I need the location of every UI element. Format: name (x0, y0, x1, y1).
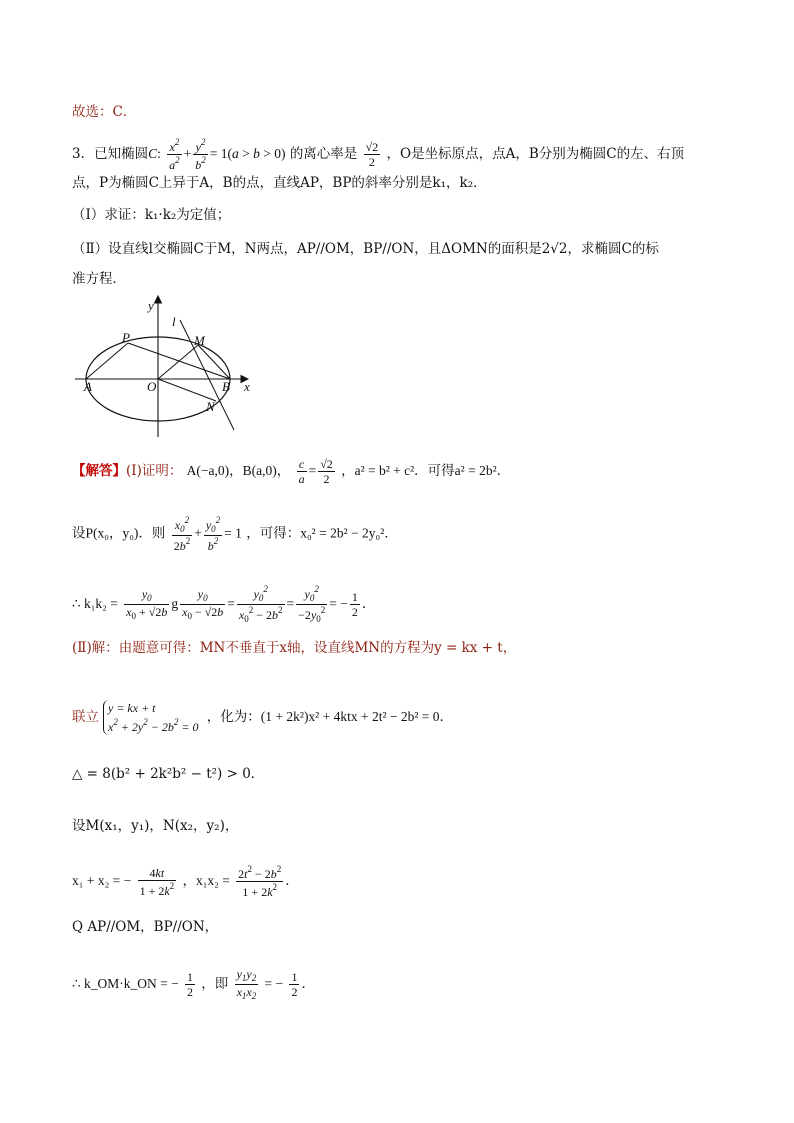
solution-line-2: 设P(x₀，y₀)．则 $\frac{x_0^2}{2b^2}$ + $\frac{y_0^2}{b^2}$ = 1 ，可得：x₀² = 2b² − 2y₀²． (72, 515, 398, 553)
slope-frac-3: $\frac{y_0^2}{x_0^2 - 2b^2}$ (238, 584, 283, 624)
part-two-question-end: 准方程． (72, 271, 126, 287)
solution-line-3: ∴ k₁k₂ = $\frac{y_0}{x_0 + √2b}$ g $\frac{y_0}{x_0 - √2b}$ = $\frac{y_0^2}{x_0^2 - 2b^2}$ = $\frac{y_0^2}{-2y_0^2}$ = − $\frac{1}{2}$ ． (72, 584, 376, 624)
label-N: N (206, 399, 215, 414)
proof-label: (Ⅰ)证明： (126, 463, 183, 479)
sum-roots-label: x₁ + x₂ = − (72, 873, 132, 888)
combine-label: 联立 (72, 709, 99, 726)
line-MB (198, 345, 230, 379)
line-OM (158, 345, 198, 379)
label-P: P (122, 330, 130, 345)
problem-statement-continued: ，O是坐标原点，点A，B分别为椭圆C的左、右顶 (386, 146, 685, 162)
part-two-question: （Ⅱ）设直线l交椭圆C于M，N两点，AP//OM，BP//ON，且ΔOMN的面积是2√2，求椭圆C的标 (72, 241, 659, 257)
y0-fraction: $\frac{y_0^2}{b^2}$ (205, 515, 221, 553)
part-one-question: （Ⅰ）求证：k₁·k₂为定值； (72, 207, 231, 223)
problem-number-text: 3．已知椭圆 (72, 146, 149, 162)
label-B: B (222, 379, 230, 394)
label-M: M (194, 333, 205, 348)
label-l: l (172, 314, 176, 329)
equals-neg: = − (264, 976, 284, 991)
label-x: x (244, 379, 250, 394)
eccentricity-value: $\frac{√2}{2}$ (365, 140, 379, 169)
solution-line-4 (72, 642, 516, 656)
x0-fraction: $\frac{x_0^2}{2b^2}$ (173, 515, 191, 553)
product-roots-fraction: $\frac{2t^2 - 2b^2}{1 + 2k^2}$ (238, 864, 282, 899)
solution-line-1: 【解答】(Ⅰ)证明： A(−a,0)，B(a,0)， $\frac{c}{a}$ = $\frac{√2}{2}$ ，a² = b² + c²．可得a² = 2b²． (72, 457, 511, 486)
y1y2-over-x1x2: $\frac{y_1y_2}{x_1x_2}$ (236, 967, 257, 1001)
solution-line-5 (72, 700, 453, 735)
product-roots-label: ，x₁x₂ = (182, 873, 230, 888)
set-MN-line: 设M(x₁，y₁)，N(x₂，y₂)， (72, 818, 239, 834)
part-two-solution-text: (Ⅱ)解：由题意可得：MN不垂直于x轴，设直线MN的方程为y = kx + t， (72, 640, 517, 656)
problem-statement-line-1: 3．已知椭圆C: $\frac{x^2}{a^2}$ + $\frac{y^2}{b^2}$ = 1(a > b > 0) 的离心率是 $\frac{√2}{2}$ ，O是坐标原点，点A，B分别为椭圆C的左、右顶 (72, 137, 685, 172)
vertex-coordinates: A(−a,0)，B(a,0)， (186, 463, 291, 478)
label-O: O (147, 379, 157, 394)
answer-choice-line (72, 106, 136, 120)
x0-relation-text: ，可得：x₀² = 2b² − 2y₀²． (246, 525, 398, 541)
discriminant-line: △ = 8(b² + 2k²b² − t²) > 0． (72, 766, 265, 782)
slope-product-label: ∴ k₁k₂ = (72, 596, 118, 611)
c-over-a-fraction: $\frac{c}{a}$ (298, 457, 305, 486)
root2-over-2-fraction: $\frac{√2}{2}$ (320, 457, 333, 486)
problem-statement-line-2: 点，P为椭圆C上异于A，B的点，直线AP，BP的斜率分别是k₁，k₂． (72, 175, 487, 191)
set-point-text: 设P(x₀，y₀)．则 (72, 525, 166, 541)
slope-result: $\frac{1}{2}$ (351, 590, 358, 619)
eccentricity-label: 的离心率是 (289, 146, 358, 162)
slope-frac-2: $\frac{y_0}{x_0 - √2b}$ (182, 587, 224, 621)
slope-om-on-line: ∴ k_OM·k_ON = − $\frac{1}{2}$ ，即 $\frac{y_1y_2}{x_1x_2}$ = − $\frac{1}{2}$ ． (72, 967, 315, 1001)
equation-system: y = kx + t $x^2 + 2y^2 - 2b^2 = 0$ (103, 700, 198, 735)
answer-choice: 故选：C． (72, 104, 137, 120)
parallel-condition-line: Q AP//OM，BP//ON， (72, 919, 219, 935)
neg-half-2: $\frac{1}{2}$ (291, 970, 298, 999)
solution-tag: 【解答】 (72, 463, 126, 479)
neg-half-1: $\frac{1}{2}$ (187, 970, 193, 999)
label-y: y (148, 298, 154, 313)
sum-roots-fraction: $\frac{4kt}{1 + 2k^2}$ (139, 865, 175, 898)
kom-kon-label: ∴ k_OM·k_ON = − (72, 976, 179, 991)
label-A: A (84, 379, 92, 394)
line-ON (158, 379, 216, 401)
vieta-line: x₁ + x₂ = − $\frac{4kt}{1 + 2k^2}$ ，x₁x₂ = $\frac{2t^2 - 2b^2}{1 + 2k^2}$ ． (72, 864, 299, 899)
ellipse-x-fraction: $\frac{x^2}{a^2}$ (169, 137, 180, 172)
relation-text: ，a² = b² + c²．可得a² = 2b²． (341, 463, 511, 478)
slope-frac-1: $\frac{y_0}{x_0 + √2b}$ (126, 587, 168, 621)
ellipse-y-fraction: $\frac{y^2}{b^2}$ (195, 137, 206, 172)
ellipse-figure (70, 290, 260, 440)
namely-text: ，即 (201, 976, 229, 991)
slope-frac-4: $\frac{y_0^2}{-2y_0^2}$ (298, 584, 326, 624)
quadratic-text: ，化为：(1 + 2k²)x² + 4ktx + 2t² − 2b² = 0． (206, 709, 454, 725)
